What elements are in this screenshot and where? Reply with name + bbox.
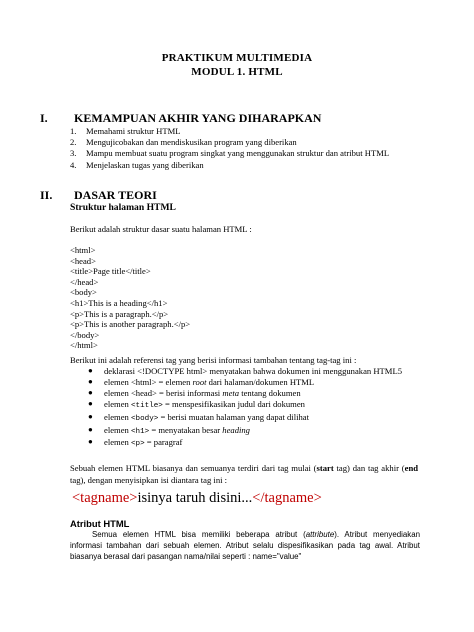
code-line: </html>: [70, 340, 98, 351]
list-item: 2. Mengujicobakan dan mendiskusikan program yang diberikan: [70, 137, 297, 148]
list-item: 3. Mampu membuat suatu program singkat yang menggunakan struktur dan atribut HTML: [70, 148, 390, 159]
code-line: <p>This is another paragraph.</p>: [70, 319, 191, 330]
opening-tag: <tagname>: [72, 490, 138, 506]
code-line: <body>: [70, 287, 97, 298]
bullet-icon: ●: [88, 377, 93, 387]
list-item: ● elemen <p> = paragraf: [88, 437, 183, 449]
code-line: <h1>This is a heading</h1>: [70, 297, 168, 308]
atribut-paragraph: Semua elemen HTML bisa memiliki beberapa atribut (attribute). Atribut menyediakan informasi tambahan dari sebuah elemen. Atribut selalu dispesifikasikan pada tag awal. Atribut biasanya berasal dari pasangan nama/nilai seperti : name="value": [70, 530, 420, 561]
code-line: <head>: [70, 255, 96, 266]
bullet-icon: ●: [88, 366, 93, 375]
doc-title-line1: PRAKTIKUM MULTIMEDIA: [161, 52, 313, 64]
atribut-heading: Atribut HTML: [70, 518, 130, 529]
reference-intro: Berikut ini adalah referensi tag yang berisi informasi tambahan tentang tag-tag ini :: [70, 355, 357, 365]
tag-reference-list: [88, 366, 418, 450]
section2-subtitle: Struktur halaman HTML: [70, 202, 176, 213]
code-line: <html>: [70, 245, 96, 255]
doc-title-line2: MODUL 1. HTML: [191, 66, 283, 78]
list-item: ● elemen <head> = berisi informasi meta tentang dokumen: [88, 388, 301, 399]
code-line: </body>: [70, 329, 100, 340]
structure-intro: Berikut adalah struktur dasar suatu halaman HTML :: [70, 224, 252, 234]
tag-example-line: [72, 489, 322, 507]
bullet-icon: ●: [88, 388, 93, 398]
html-code-sample: [70, 245, 190, 351]
list-item: 1. Memahami struktur HTML: [70, 126, 181, 136]
bullet-icon: ●: [88, 411, 93, 421]
closing-tag: </tagname>: [252, 490, 322, 506]
section2-title: DASAR TEORI: [74, 188, 157, 202]
code-line: <title>Page title</title>: [70, 266, 151, 277]
code-line: <p>This is a paragraph.</p>: [70, 308, 169, 319]
bullet-icon: ●: [88, 399, 93, 409]
section2-number: II.: [40, 188, 53, 202]
objectives-list: [70, 126, 420, 171]
tag-explanation-paragraph: Sebuah elemen HTML biasanya dan semuanya terdiri dari tag mulai (start tag) dan tag akhir (end tag), dengan menyisipkan isi diantara tag ini :: [70, 463, 419, 486]
list-item: ● elemen <h1> = menyatakan besar heading: [88, 424, 250, 436]
list-item: ● elemen <html> = elemen root dari halaman/dokumen HTML: [88, 377, 315, 388]
code-line: </head>: [70, 276, 99, 287]
section1-heading: [40, 111, 420, 127]
list-item: ● elemen <body> = berisi muatan halaman yang dapat dilihat: [88, 411, 309, 423]
tag-content: isinya taruh disini...: [137, 490, 253, 506]
bullet-icon: ●: [88, 424, 93, 434]
list-item: 4. Menjelaskan tugas yang diberikan: [70, 159, 204, 170]
list-item: ● elemen <title> = menspesifikasikan judul dari dokumen: [88, 399, 305, 411]
section1-title: KEMAMPUAN AKHIR YANG DIHARAPKAN: [74, 111, 322, 125]
bullet-icon: ●: [88, 437, 93, 447]
list-item: ● deklarasi <!DOCTYPE html> menyatakan bahwa dokumen ini menggunakan HTML5: [88, 366, 402, 376]
section1-number: I.: [40, 111, 48, 125]
